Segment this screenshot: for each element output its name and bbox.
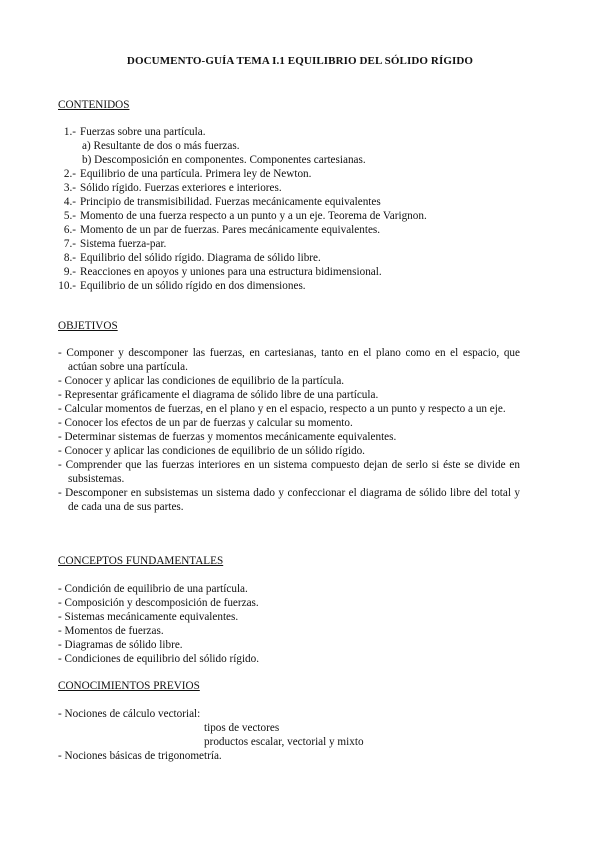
section-heading-contenidos: CONTENIDOS xyxy=(58,99,130,111)
contenidos-item-1b: b) Descomposición en componentes. Componentes cartesianas. xyxy=(82,154,366,166)
conceptos-item: - Condición de equilibrio de una partícula. xyxy=(58,583,248,595)
objetivos-item: - Determinar sistemas de fuerzas y momentos mecánicamente equivalentes. xyxy=(58,431,397,443)
conocimientos-subitem-productos: productos escalar, vectorial y mixto xyxy=(204,736,364,748)
section-heading-conocimientos: CONOCIMIENTOS PREVIOS xyxy=(58,680,200,692)
conceptos-item: - Diagramas de sólido libre. xyxy=(58,639,183,651)
section-heading-conceptos: CONCEPTOS FUNDAMENTALES xyxy=(58,555,224,567)
conceptos-list xyxy=(58,582,520,666)
objetivos-item: - Conocer y aplicar las condiciones de equilibrio de un sólido rígido. xyxy=(58,445,365,457)
objetivos-item: - Descomponer en subsistemas un sistema dado y confeccionar el diagrama de sólido libre del total y de cada una de sus partes. xyxy=(58,487,520,513)
section-heading-objetivos: OBJETIVOS xyxy=(58,320,118,332)
conocimientos-subitem-tipos: tipos de vectores xyxy=(204,722,280,734)
conceptos-item: - Composición y descomposición de fuerzas. xyxy=(58,597,259,609)
conceptos-item: - Condiciones de equilibrio del sólido rígido. xyxy=(58,653,260,665)
objetivos-item: - Representar gráficamente el diagrama de sólido libre de una partícula. xyxy=(58,389,379,401)
document-title: DOCUMENTO-GUÍA TEMA I.1 EQUILIBRIO DEL SÓLIDO RÍGIDO xyxy=(126,55,474,67)
objetivos-list xyxy=(58,346,520,514)
contenidos-item-1a: a) Resultante de dos o más fuerzas. xyxy=(82,140,240,152)
document-page: DOCUMENTO-GUÍA TEMA I.1 EQUILIBRIO DEL SÓLIDO RÍGIDO CONTENIDOS 1.- Fuerzas sobre una partícula. a) Resultante de dos o más fuerzas. b) Descomposición en componentes. Componentes cartesianas. 2.- Equilibrio de una partícula. Primera ley de Newton. 3.- Sólido rígido. Fuerzas exteriores e interiores. 4.- Principio de transmisibilidad. Fuerzas mecánicamente equivalentes 5.- Momento de una fuerza respecto a un punto y a un eje. Teorema de Varignon. 6.- Momento de un par de fuerzas. Pares mecánicamente equivalentes. 7.- Sistema fuerza-par. 8.- Equilibrio del sólido rígido. Diagrama de sólido libre. 9.- Reacciones en apoyos y uniones para una estructura bidimensional. 10.- Equilibrio de un sólido rígido en dos dimensiones. OBJETIVOS - Componer y descomponer las fuerzas, en cartesianas, tanto en el plano como en el espacio, que actúan sobre una partícula. - Conocer y aplicar las condiciones de equilibrio de la partícula. - Representar gráficamente el diagrama de sólido libre de una partícula. - Calcular momentos de fuerzas, en el plano y en el espacio, respecto a un punto y respecto a un eje. - Conocer los efectos de un par de fuerzas y calcular su momento. - Determinar sistemas de fuerzas y momentos mecánicamente equivalentes. - Conocer y aplicar las condiciones de equilibrio de un sólido rígido. - Comprender que las fuerzas interiores en un sistema compuesto dejan de serlo si éste se divide en subsistemas. - Descomponer en subsistemas un sistema dado y confeccionar el diagrama de sólido libre del total y de cada una de sus partes. CONCEPTOS FUNDAMENTALES - Condición de equilibrio de una partícula. - Composición y descomposición de fuerzas. - Sistemas mecánicamente equivalentes. - Momentos de fuerzas. - Diagramas de sólido libre. - Condiciones de equilibrio del sólido rígido. CONOCIMIENTOS PREVIOS - Nociones de cálculo vectorial: tipos de vectores productos escalar, vectorial y mixto - Nociones básicas de trigonometría. xyxy=(0,0,600,848)
objetivos-item: - Componer y descomponer las fuerzas, en cartesianas, tanto en el plano como en el espacio, que actúan sobre una partícula. xyxy=(58,347,520,373)
conceptos-item: - Sistemas mecánicamente equivalentes. xyxy=(58,611,239,623)
objetivos-item: - Conocer los efectos de un par de fuerzas y calcular su momento. xyxy=(58,417,353,429)
objetivos-item: - Calcular momentos de fuerzas, en el plano y en el espacio, respecto a un punto y respecto a un eje. xyxy=(58,403,506,415)
conocimientos-item-vectorial: - Nociones de cálculo vectorial: xyxy=(58,708,201,720)
objetivos-item: - Conocer y aplicar las condiciones de equilibrio de la partícula. xyxy=(58,375,345,387)
objetivos-item: - Comprender que las fuerzas interiores en un sistema compuesto dejan de serlo si éste se divide en subsistemas. xyxy=(58,459,520,485)
conceptos-item: - Momentos de fuerzas. xyxy=(58,625,164,637)
conocimientos-item-trigonometria: - Nociones básicas de trigonometría. xyxy=(58,750,222,762)
